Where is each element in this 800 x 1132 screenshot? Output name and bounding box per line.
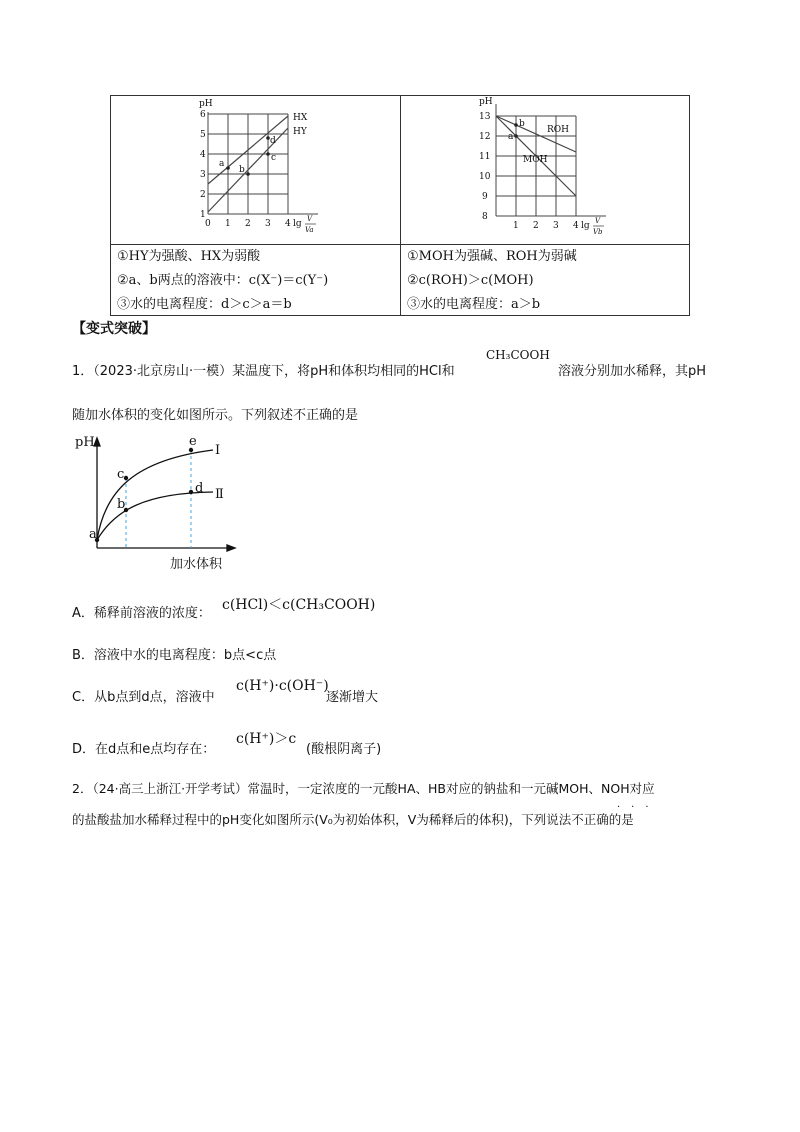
- left-x-axis-label: lg: [293, 219, 302, 229]
- point-d: d: [195, 481, 204, 496]
- right-ph-graph: [469, 96, 619, 241]
- right-y-axis-label: pH: [479, 97, 493, 107]
- left-x-frac-den: Va: [305, 226, 314, 234]
- q1-formula: CH₃COOH: [486, 348, 550, 362]
- option-a-formula: c(HCl)＜c(CH₃COOH): [222, 597, 376, 613]
- curve-II: [97, 492, 213, 540]
- point-e: e: [189, 434, 197, 449]
- curve-I-label: Ⅰ: [215, 443, 221, 458]
- point-a: a: [219, 159, 225, 169]
- option-c-label: C．从b点到d点，溶液中: [72, 690, 215, 705]
- right-y-tick: 11: [479, 152, 491, 162]
- option-d-suffix: (酸根阴离子): [306, 742, 382, 757]
- q1-dilution-graph: [75, 430, 245, 575]
- right-x-tick: 4: [573, 221, 579, 231]
- right-y-tick: 12: [479, 132, 491, 142]
- option-a: [72, 602, 211, 621]
- left-statement-3: ③水的电离程度：d＞c＞a＝b: [117, 297, 292, 312]
- right-x-tick: 2: [533, 221, 539, 231]
- q1-x-label: 加水体积: [170, 557, 223, 572]
- hy-label: HY: [293, 127, 307, 137]
- emphasis-dots: ···: [617, 802, 660, 813]
- option-d-label: D．在d点和e点均存在：: [72, 742, 216, 757]
- right-y-tick: 8: [482, 212, 488, 222]
- point-c: c: [271, 153, 277, 163]
- left-x-frac-num: V: [307, 215, 313, 223]
- hx-label: HX: [293, 113, 308, 123]
- right-statement-2: ②c(ROH)＞c(MOH): [407, 273, 534, 288]
- right-x-frac-num: V: [595, 217, 601, 225]
- right-y-tick: 13: [479, 112, 491, 122]
- left-y-tick: 5: [200, 130, 206, 140]
- left-x-tick: 2: [245, 219, 251, 229]
- table-divider-vertical: [400, 96, 401, 315]
- left-x-tick: 0: [205, 219, 211, 229]
- point-d: d: [270, 136, 276, 146]
- option-c: [72, 686, 215, 705]
- option-d-formula: c(H⁺)＞c: [236, 731, 297, 747]
- right-x-frac-den: Vb: [593, 228, 603, 236]
- right-y-tick: 9: [482, 192, 488, 202]
- right-y-tick: 10: [479, 172, 491, 182]
- comparison-table: [110, 95, 690, 316]
- option-d: [72, 738, 215, 757]
- left-ph-graph: [181, 98, 331, 238]
- left-y-tick: 6: [200, 110, 206, 120]
- right-x-tick: 1: [513, 221, 519, 231]
- point-b: b: [117, 497, 126, 512]
- q1-stem: [72, 360, 455, 379]
- option-b: B．溶液中水的电离程度：b点<c点: [72, 648, 277, 663]
- left-x-tick: 4: [285, 219, 291, 229]
- roh-label: ROH: [547, 125, 570, 135]
- section-title: 【变式突破】: [72, 321, 156, 337]
- left-y-tick: 1: [200, 210, 206, 220]
- right-x-axis-label: lg: [581, 221, 590, 231]
- left-statement-1: ①HY为强酸、HX为弱酸: [117, 249, 261, 264]
- q1-prefix: 1．（2023·北京房山·一模）某温度下，将pH和体积均相同的HCl和: [72, 364, 455, 379]
- q1-line2: 随加水体积的变化如图所示。下列叙述不正确的是: [72, 408, 359, 423]
- right-x-tick: 3: [553, 221, 559, 231]
- left-y-axis-label: pH: [199, 99, 213, 109]
- q2-line2: 的盐酸盐加水稀释过程中的pH变化如图所示(V₀为初始体积，V为稀释后的体积)，下列说法不正确的是: [72, 812, 634, 827]
- option-c-suffix: 逐渐增大: [326, 690, 379, 705]
- point-a: a: [89, 527, 97, 542]
- option-c-formula: c(H⁺)·c(OH⁻): [236, 678, 329, 694]
- moh-label: MOH: [523, 155, 548, 165]
- q1-y-label: pH: [75, 435, 95, 450]
- left-x-tick: 1: [225, 219, 231, 229]
- point-c: c: [117, 467, 125, 482]
- left-y-tick: 4: [200, 150, 206, 160]
- point-a: a: [508, 132, 514, 142]
- q1-suffix: 溶液分别加水稀释，其pH: [558, 364, 707, 379]
- left-y-tick: 3: [200, 170, 206, 180]
- point-b: b: [239, 165, 245, 175]
- q2-line1: 2．（24·高三上浙江·开学考试）常温时，一定浓度的一元酸HA、HB对应的钠盐和一元碱MOH、NOH对应: [72, 781, 655, 796]
- left-x-tick: 3: [265, 219, 271, 229]
- right-statement-1: ①MOH为强碱、ROH为弱碱: [407, 249, 577, 264]
- left-y-tick: 2: [200, 190, 206, 200]
- option-a-label: A．稀释前溶液的浓度：: [72, 606, 211, 621]
- right-statement-3: ③水的电离程度：a＞b: [407, 297, 541, 312]
- curve-II-label: Ⅱ: [215, 487, 224, 502]
- point-b: b: [519, 119, 525, 129]
- left-statement-2: ②a、b两点的溶液中：c(X⁻)＝c(Y⁻): [117, 273, 329, 288]
